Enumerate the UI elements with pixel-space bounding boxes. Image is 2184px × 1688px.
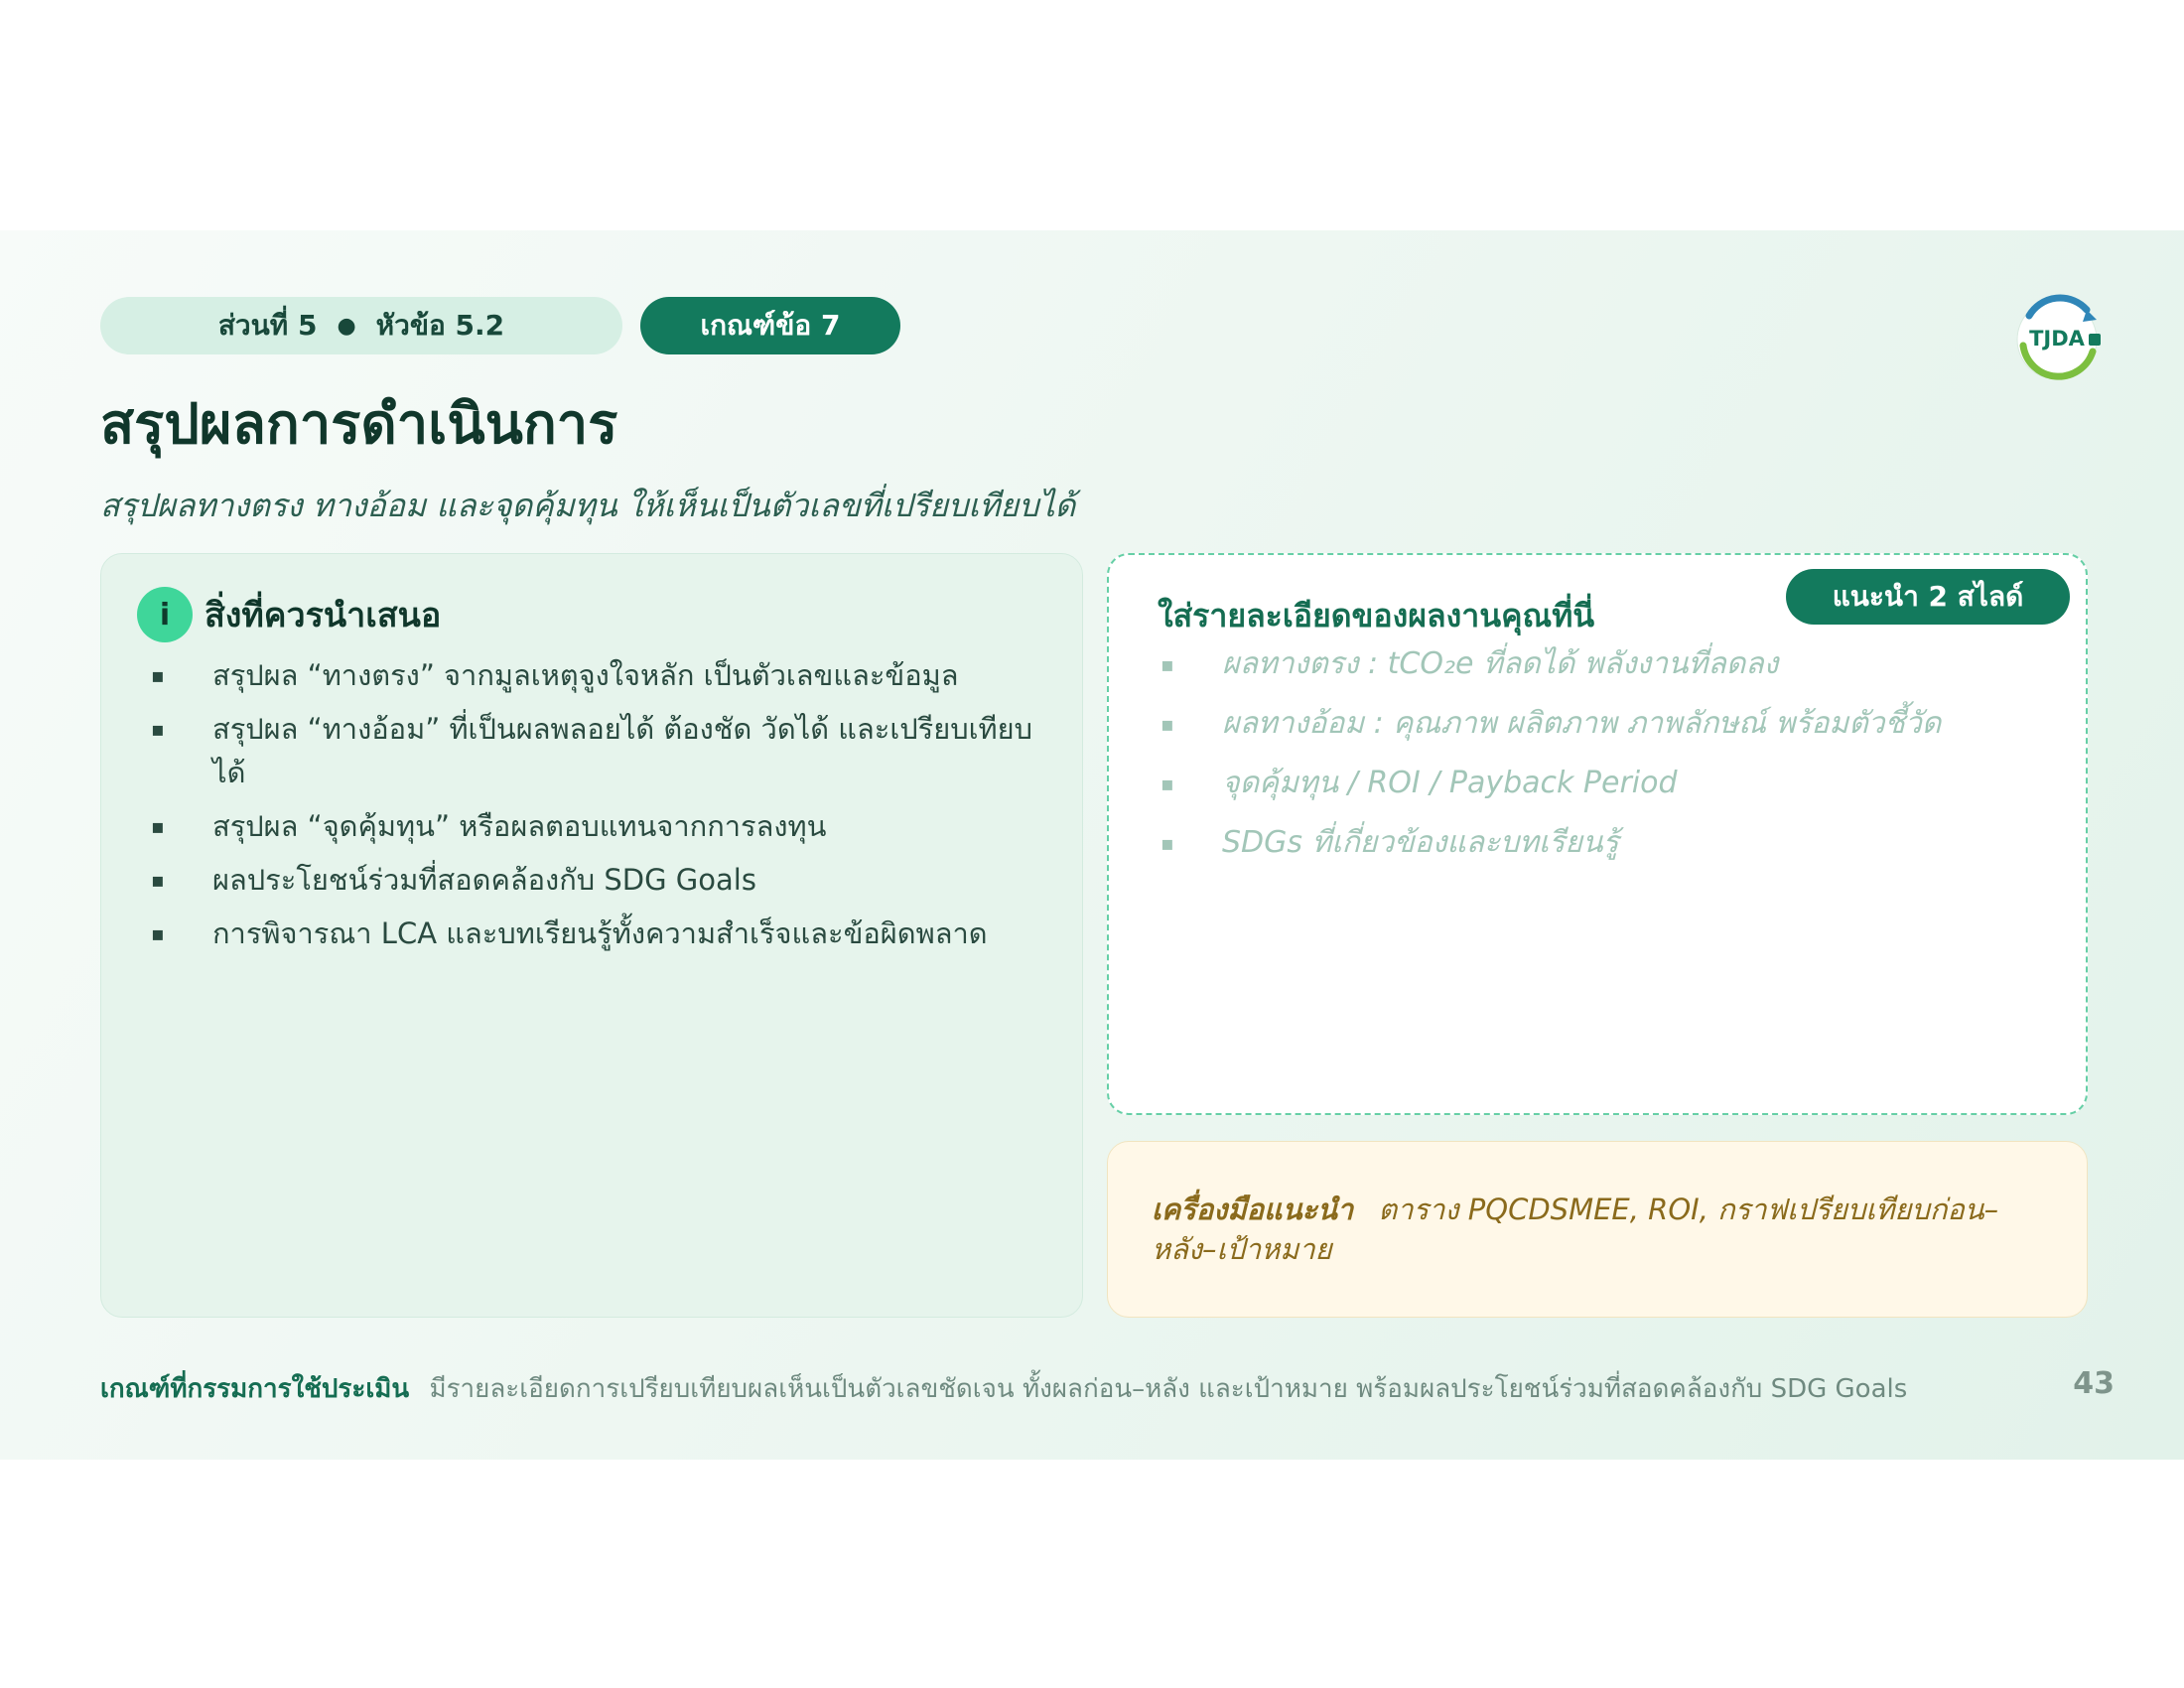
- page-subtitle: สรุปผลทางตรง ทางอ้อม และจุดคุ้มทุน ให้เห็นเป็นตัวเลขที่เปรียบเทียบได้: [100, 487, 1076, 524]
- page-title: สรุปผลการดำเนินการ: [100, 392, 618, 457]
- list-item: ▪ การพิจารณา LCA และบทเรียนรู้ทั้งความสำเร็จและข้อผิดพลาด: [141, 912, 1054, 955]
- footer-label: เกณฑ์ที่กรรมการใช้ประเมิน: [100, 1374, 410, 1404]
- slide: [0, 230, 2184, 1460]
- placeholder-hint-list: [1160, 644, 2054, 883]
- tools-text: [1152, 1190, 2045, 1269]
- criterion-pill: เกณฑ์ข้อ 7: [640, 297, 900, 354]
- info-icon: i: [137, 587, 193, 642]
- list-item: ▪ จุดคุ้มทุน / ROI / Payback Period: [1160, 764, 2054, 803]
- guide-list: [141, 653, 1054, 965]
- list-item: ▪ สรุปผล “ทางตรง” จากมูลเหตุจูงใจหลัก เป็นตัวเลขและข้อมูล: [141, 653, 1054, 697]
- footer-text: มีรายละเอียดการเปรียบเทียบผลเห็นเป็นตัวเลขชัดเจน ทั้งผลก่อน–หลัง และเป้าหมาย พร้อมผลประโยชน์ร่วมที่สอดคล้องกับ SDG Goals: [429, 1374, 1908, 1404]
- tools-label: เครื่องมือแนะนำ: [1152, 1193, 1354, 1226]
- presentation-guide-card: [100, 553, 1083, 1318]
- tjda-logo: [2009, 290, 2109, 389]
- evaluation-criteria-footer: [100, 1368, 1986, 1409]
- guide-heading: สิ่งที่ควรนำเสนอ: [205, 596, 442, 635]
- list-item: ▪ สรุปผล “จุดคุ้มทุน” หรือผลตอบแทนจากการลงทุน: [141, 804, 1054, 848]
- logo-text: TJDA: [2029, 327, 2085, 351]
- list-item: ▪ ผลทางอ้อม : คุณภาพ ผลิตภาพ ภาพลักษณ์ พร้อมตัวชี้วัด: [1160, 704, 2054, 744]
- separator-dot-icon: ●: [337, 313, 356, 339]
- list-item: ▪ SDGs ที่เกี่ยวข้องและบทเรียนรู้: [1160, 823, 2054, 863]
- list-item: ▪ ผลประโยชน์ร่วมที่สอดคล้องกับ SDG Goals: [141, 858, 1054, 902]
- recommend-badge: แนะนำ 2 สไลด์: [1786, 569, 2070, 625]
- list-item: ▪ ผลทางตรง : tCO₂e ที่ลดได้ พลังงานที่ลดลง: [1160, 644, 2054, 684]
- placeholder-heading: ใส่รายละเอียดของผลงานคุณที่นี่: [1158, 597, 1595, 634]
- page-number: 43: [2073, 1366, 2115, 1401]
- tools-description: ตาราง PQCDSMEE, ROI, กราฟเปรียบเทียบก่อน–หลัง–เป้าหมาย: [1152, 1193, 1999, 1266]
- topic-label: หัวข้อ 5.2: [375, 309, 505, 342]
- section-label: ส่วนที่ 5: [217, 309, 318, 342]
- list-item: ▪ สรุปผล “ทางอ้อม” ที่เป็นผลพลอยได้ ต้องชัด วัดได้ และเปรียบเทียบได้: [141, 707, 1054, 794]
- section-pill: [100, 297, 622, 354]
- recommended-tools-card: [1107, 1141, 2088, 1318]
- details-placeholder-card[interactable]: [1107, 553, 2088, 1115]
